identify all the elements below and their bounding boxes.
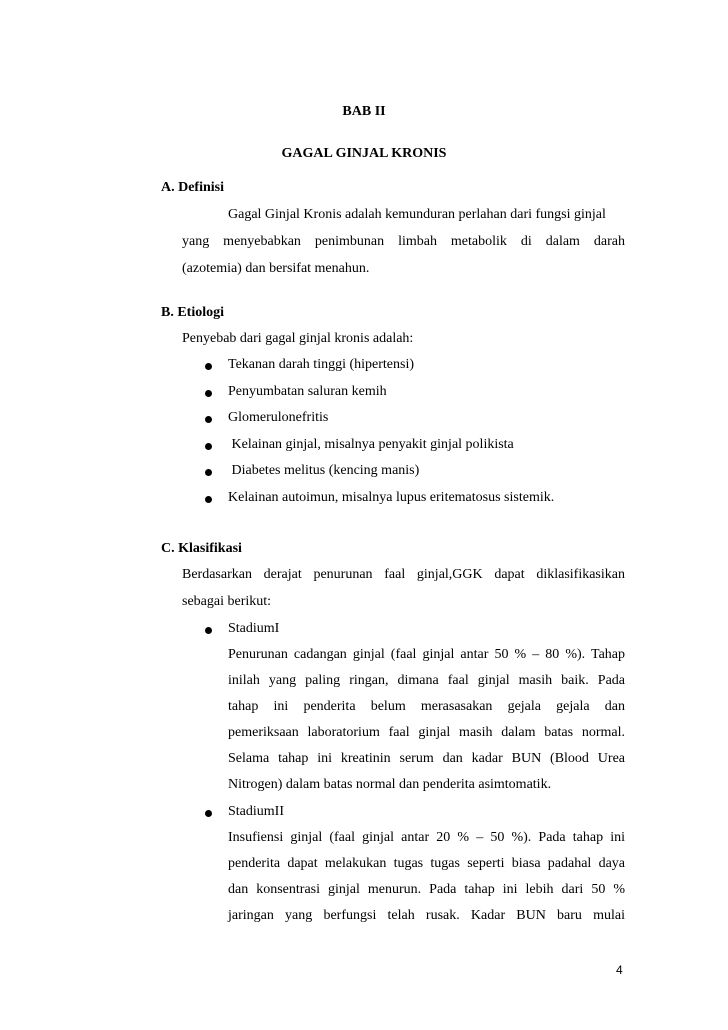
stage-line: Penurunan cadangan ginjal (faal ginjal antar 50 % – 80 %). Tahap <box>228 647 625 662</box>
bullet-icon <box>205 496 212 503</box>
etiologi-intro: Penyebab dari gagal ginjal kronis adalah: <box>182 331 414 346</box>
stage-line: penderita dapat melakukan tugas tugas seperti biasa padahal daya <box>228 856 625 871</box>
stage-line: Insufiensi ginjal (faal ginjal antar 20 % – 50 %). Pada tahap ini <box>228 830 625 845</box>
bullet-icon <box>205 363 212 370</box>
stage-line: jaringan yang berfungsi telah rusak. Kadar BUN baru mulai <box>228 908 625 923</box>
stage-line: inilah yang paling ringan, dimana faal ginjal masih baik. Pada <box>228 673 625 688</box>
etiologi-item: Kelainan autoimun, misalnya lupus eritematosus sistemik. <box>228 490 555 505</box>
bullet-icon <box>205 416 212 423</box>
chapter-title: GAGAL GINJAL KRONIS <box>281 146 447 161</box>
klasifikasi-intro-line-1: Berdasarkan derajat penurunan faal ginjal,GGK dapat diklasifikasikan <box>182 567 625 582</box>
stage-line: dan konsentrasi ginjal menurun. Pada tahap ini lebih dari 50 % <box>228 882 625 897</box>
definisi-line-3: (azotemia) dan bersifat menahun. <box>182 261 370 276</box>
bullet-icon <box>205 810 212 817</box>
definisi-line-2: yang menyebabkan penimbunan limbah metabolik di dalam darah <box>182 234 625 249</box>
definisi-line-1: Gagal Ginjal Kronis adalah kemunduran perlahan dari fungsi ginjal <box>228 207 606 222</box>
stage-line: pemeriksaan laboratorium faal ginjal masih dalam batas normal. <box>228 725 625 740</box>
bullet-icon <box>205 469 212 476</box>
etiologi-item: Penyumbatan saluran kemih <box>228 384 387 399</box>
stage-line: tahap ini penderita belum merasasakan gejala gejala dan <box>228 699 625 714</box>
etiologi-item: Glomerulonefritis <box>228 410 329 425</box>
etiologi-item: Kelainan ginjal, misalnya penyakit ginjal polikista <box>228 437 514 452</box>
section-heading-klasifikasi: C. Klasifikasi <box>161 541 242 556</box>
klasifikasi-intro-line-2: sebagai berikut: <box>182 594 272 609</box>
etiologi-item: Tekanan darah tinggi (hipertensi) <box>228 357 415 372</box>
stage-label: StadiumI <box>228 621 280 636</box>
section-heading-definisi: A. Definisi <box>161 180 224 195</box>
bullet-icon <box>205 443 212 450</box>
stage-line: Nitrogen) dalam batas normal dan penderita asimtomatik. <box>228 777 552 792</box>
chapter-number: BAB II <box>342 104 386 119</box>
page-number: 4 <box>616 963 623 977</box>
bullet-icon <box>205 627 212 634</box>
bullet-icon <box>205 390 212 397</box>
section-heading-etiologi: B. Etiologi <box>161 305 225 320</box>
stage-line: Selama tahap ini kreatinin serum dan kadar BUN (Blood Urea <box>228 751 625 766</box>
stage-label: StadiumII <box>228 804 284 819</box>
etiologi-item: Diabetes melitus (kencing manis) <box>228 463 420 478</box>
